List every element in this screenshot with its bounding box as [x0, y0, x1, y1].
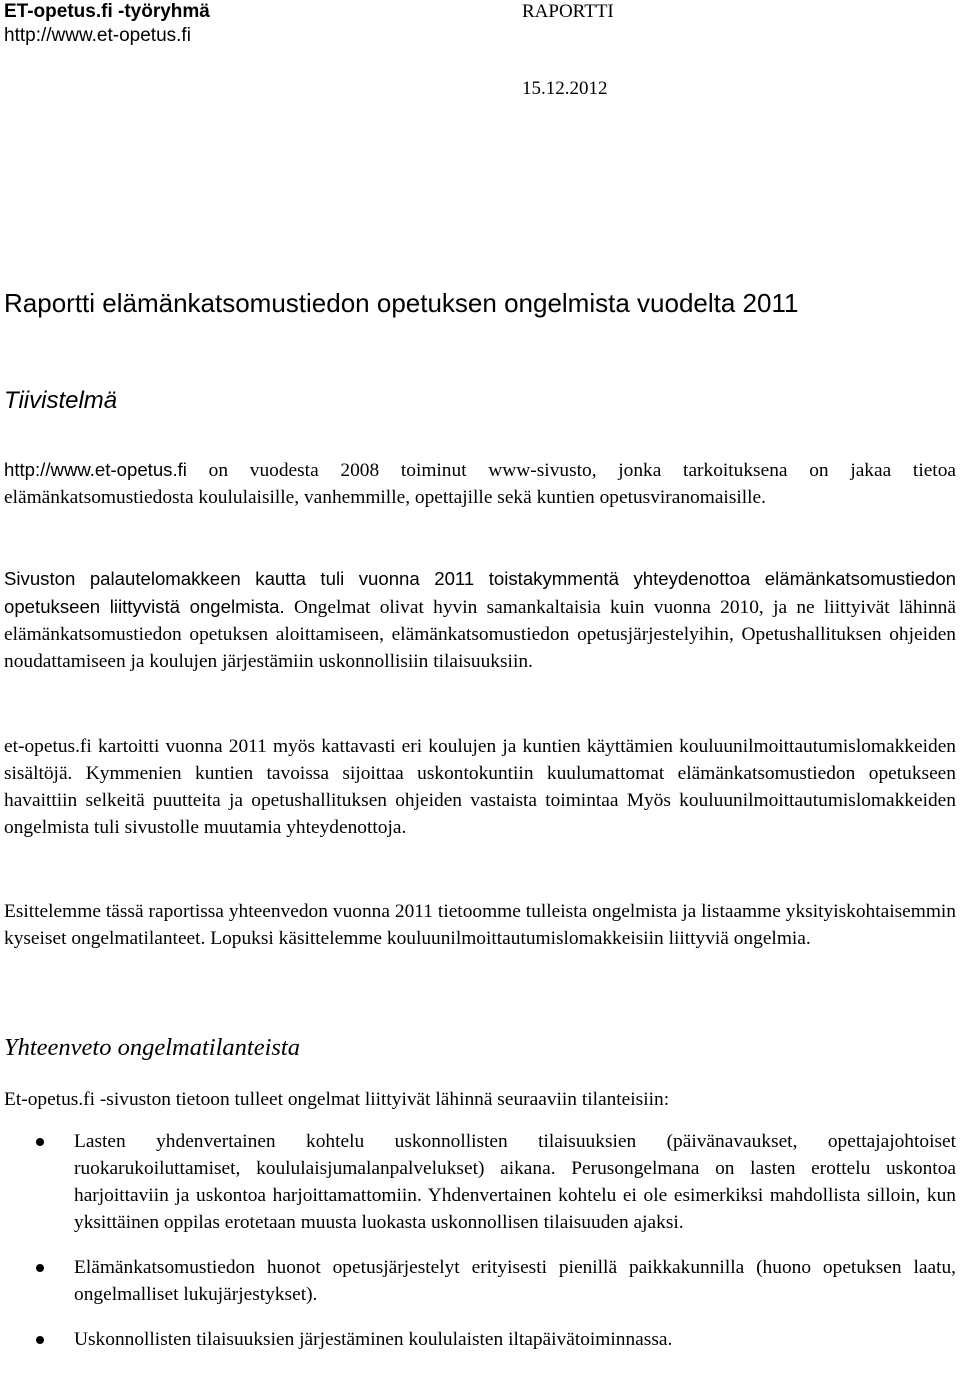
bullet-icon: [36, 1264, 44, 1272]
paragraph-feedback-sans: Sivuston palautelomakkeen kautta tuli vuonna 2011 toistakymmentä yhteydenottoa elämänkatsomustiedon opetukseen liittyvistä ongelmista.: [4, 568, 956, 617]
paragraph-feedback: [4, 565, 956, 675]
organization-name: ET-opetus.fi -työryhmä: [4, 1, 210, 22]
list-item: [0, 1326, 960, 1353]
list-item-text: Uskonnollisten tilaisuuksien järjestäminen koululaisten iltapäivätoiminnassa.: [74, 1329, 673, 1350]
organization-url[interactable]: http://www.et-opetus.fi: [4, 25, 191, 46]
report-title: Raportti elämänkatsomustiedon opetuksen ongelmista vuodelta 2011: [4, 288, 799, 318]
paragraph-forms: et-opetus.fi kartoitti vuonna 2011 myös kattavasti eri koulujen ja kuntien käyttämien kouluunilmoittautumislomakkeiden sisältöjä. Kymmenien kuntien tavoissa sijoittaa uskontokuntiin kuulumattomat elämänkatsomustiedon opetukseen havaittiin selkeitä puutteita ja opetushallituksen ohjeiden vastaista toimintaa Myös kouluunilmoittautumislomakkeiden ongelmista tuli sivustolle muutamia yhteydenottoja.: [4, 736, 956, 838]
paragraph-feedback-serif: Ongelmat olivat hyvin samankaltaisia kuin vuonna 2010, ja ne liittyivät lähinnä elämänkatsomustiedon opetuksen aloittamiseen, elämänkatsomustiedon opetusjärjestelyihin, Opetushallituksen ohjeiden noudattamiseen ja koulujen järjestämiin uskonnollisiin tilaisuuksiin.: [4, 597, 956, 672]
problem-list: [0, 1128, 960, 1371]
paragraph-intro-text: on vuodesta 2008 toiminut www-sivusto, jonka tarkoituksena on jakaa tietoa elämänkatsomustiedosta koululaisille, vanhemmille, opettajille sekä kuntien opetusviranomaisille.: [4, 460, 956, 508]
list-item-text: Elämänkatsomustiedon huonot opetusjärjestelyt erityisesti pienillä paikkakunnilla (huono opetuksen laatu, ongelmalliset lukujärjestykset).: [74, 1257, 956, 1305]
summary-heading: Tiivistelmä: [4, 387, 118, 414]
paragraph-overview: Esittelemme tässä raportissa yhteenvedon vuonna 2011 tietoomme tulleista ongelmista ja listaamme yksityiskohtaisemmin kyseiset ongelmatilanteet. Lopuksi käsittelemme kouluunilmoittautumislomakkeisiin liittyviä ongelmia.: [4, 901, 956, 949]
list-item: [0, 1254, 960, 1308]
document-type: RAPORTTI: [522, 1, 614, 22]
site-link[interactable]: http://www.et-opetus.fi: [4, 459, 187, 480]
document-date: 15.12.2012: [522, 78, 608, 99]
bullet-icon: [36, 1138, 44, 1146]
bullet-icon: [36, 1336, 44, 1344]
header-left: [4, 0, 210, 48]
section-intro: Et-opetus.fi -sivuston tietoon tulleet ongelmat liittyivät lähinnä seuraaviin tilanteisiin:: [4, 1089, 670, 1110]
section-heading: Yhteenveto ongelmatilanteista: [4, 1034, 300, 1061]
list-item: [0, 1128, 960, 1236]
list-item-text: Lasten yhdenvertainen kohtelu uskonnollisten tilaisuuksien (päivänavaukset, opettajajohtoiset ruokarukoiluttamiset, koululaisjumalanpalvelukset) aikana. Perusongelmana on lasten erottelu uskontoa harjoittaviin ja uskontoa harjoittamattomiin. Yhdenvertainen kohtelu ei ole esimerkiksi mahdollista silloin, kun yksittäinen oppilas erotetaan muusta luokasta uskonnollisen tilaisuuden ajaksi.: [74, 1131, 956, 1233]
paragraph-intro: [4, 456, 956, 511]
